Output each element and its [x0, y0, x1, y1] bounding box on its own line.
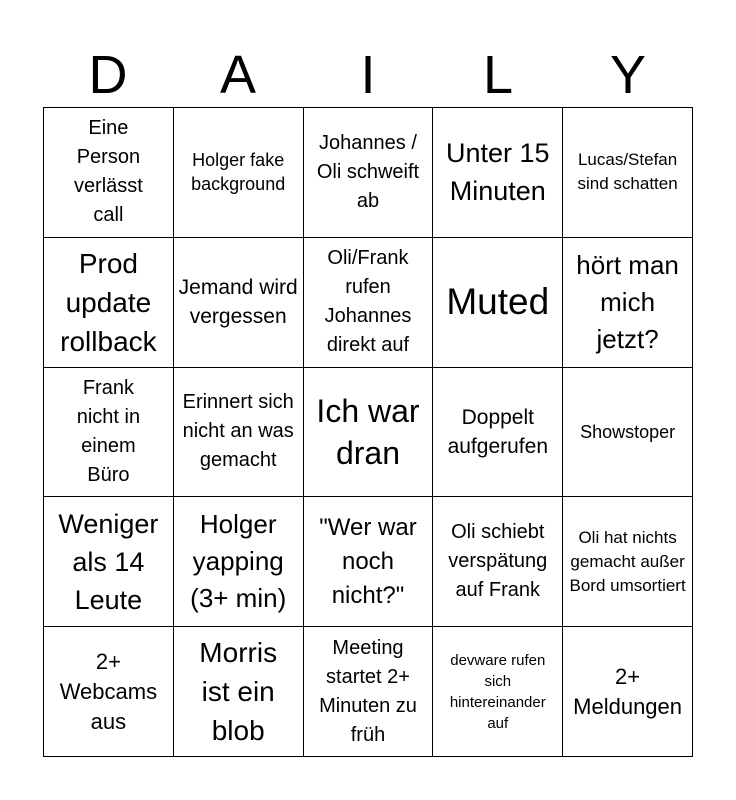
bingo-cell[interactable]	[563, 368, 693, 498]
header-letter-a: A	[219, 45, 257, 105]
bingo-cell[interactable]	[174, 497, 304, 627]
header-letter-i: I	[360, 45, 376, 105]
bingo-header	[43, 44, 693, 106]
bingo-cell[interactable]	[174, 108, 304, 238]
bingo-cell-text: 2+ Webcams aus	[59, 648, 158, 734]
bingo-cell-text: devware rufen sich hintereinander auf	[449, 651, 546, 732]
bingo-cell-text: Prod update rollback	[60, 247, 157, 357]
bingo-cell[interactable]	[174, 627, 304, 757]
bingo-cell[interactable]	[304, 238, 434, 368]
bingo-cell[interactable]	[174, 368, 304, 498]
bingo-cell[interactable]	[563, 497, 693, 627]
bingo-cell[interactable]	[44, 627, 174, 757]
bingo-cell-text: Ich war dran	[316, 392, 420, 471]
bingo-cell-text: Holger fake background	[191, 150, 286, 195]
header-letter-y: Y	[609, 45, 647, 105]
bingo-cell-text: Oli hat nichts gemacht außer Bord umsortiert	[569, 527, 686, 595]
bingo-cell-text: Eine Person verlässt call	[73, 117, 143, 227]
bingo-cell[interactable]	[304, 108, 434, 238]
bingo-cell[interactable]	[433, 497, 563, 627]
bingo-cell-text: Meeting startet 2+ Minuten zu früh	[319, 636, 417, 746]
bingo-cell-text: Showstoper	[580, 421, 676, 442]
bingo-cell-text: Frank nicht in einem Büro	[76, 376, 141, 486]
bingo-cell-text: Morris ist ein blob	[199, 637, 278, 747]
header-letter-d: D	[88, 45, 128, 105]
bingo-cell[interactable]	[563, 238, 693, 368]
bingo-cell[interactable]	[44, 108, 174, 238]
bingo-cell-text: Erinnert sich nicht an was gemacht	[182, 391, 294, 472]
bingo-cell[interactable]	[563, 108, 693, 238]
bingo-cell-text: Holger yapping (3+ min)	[190, 509, 287, 614]
bingo-cell-text: hört man mich jetzt?	[576, 249, 679, 354]
bingo-cell-text: "Wer war noch nicht?"	[319, 513, 417, 609]
bingo-cell-text: Jemand wird vergessen	[178, 276, 298, 329]
bingo-cell-text: Lucas/Stefan sind schatten	[577, 150, 678, 194]
bingo-grid	[43, 107, 693, 757]
bingo-cell[interactable]	[304, 497, 434, 627]
bingo-cell[interactable]	[433, 238, 563, 368]
bingo-cell-text: Johannes / Oli schweift ab	[316, 131, 420, 212]
bingo-cell[interactable]	[304, 627, 434, 757]
bingo-cell-text: Muted	[446, 281, 550, 323]
bingo-cell[interactable]	[433, 368, 563, 498]
bingo-cell[interactable]	[304, 368, 434, 498]
bingo-cell-text: Unter 15 Minuten	[446, 138, 550, 207]
header-letter-l: L	[482, 45, 514, 105]
bingo-cell-text: 2+ Meldungen	[573, 663, 683, 719]
bingo-cell[interactable]	[433, 627, 563, 757]
bingo-cell[interactable]	[44, 368, 174, 498]
bingo-cell[interactable]	[174, 238, 304, 368]
bingo-cell[interactable]	[563, 627, 693, 757]
bingo-cell-text: Oli schiebt verspätung auf Frank	[448, 521, 548, 602]
bingo-cell[interactable]	[433, 108, 563, 238]
bingo-cell[interactable]	[44, 497, 174, 627]
bingo-cell-text: Doppelt aufgerufen	[447, 405, 548, 458]
bingo-cell[interactable]	[44, 238, 174, 368]
bingo-cell-text: Weniger als 14 Leute	[58, 508, 159, 615]
bingo-cell-text: Oli/Frank rufen Johannes direkt auf	[324, 247, 412, 357]
